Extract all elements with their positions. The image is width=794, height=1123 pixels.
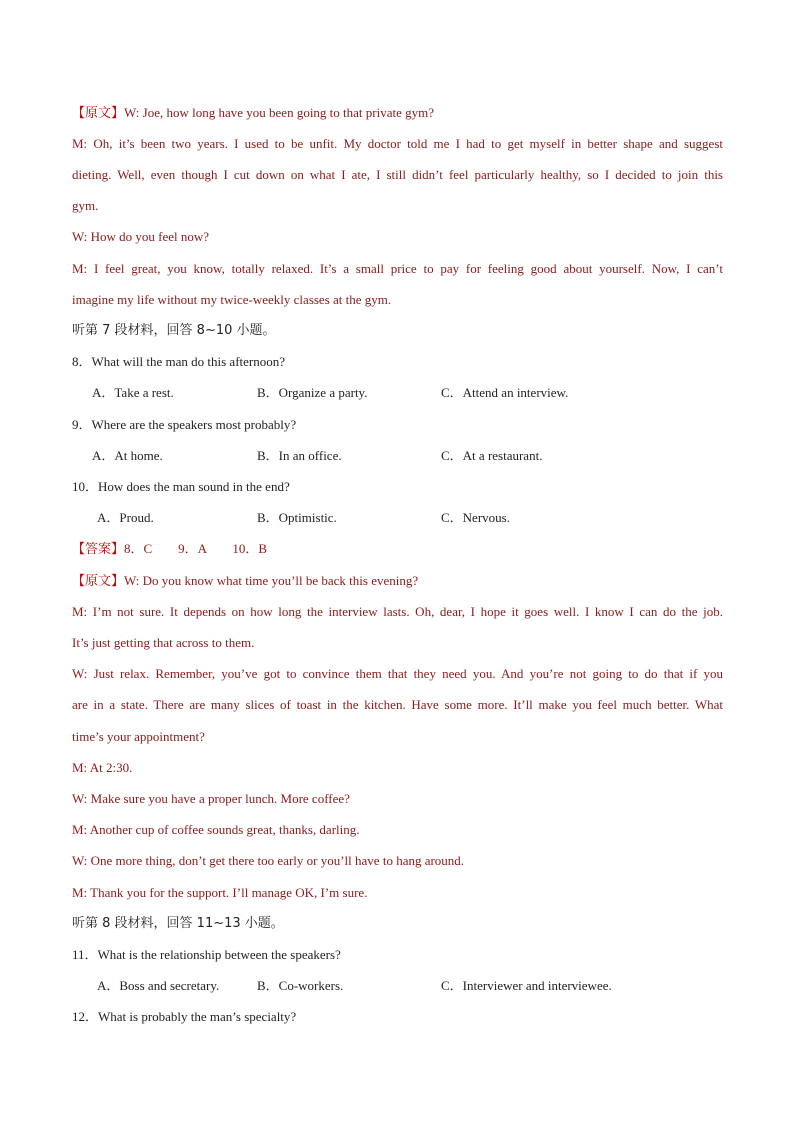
transcript-line: time’s your appointment? <box>72 729 205 744</box>
option-b: B．In an office. <box>257 448 342 463</box>
section-heading: 听第 8 段材料，回答 11~13 小题。 <box>72 916 284 931</box>
option-a: A．Boss and secretary. <box>97 978 220 993</box>
transcript-line: gym. <box>72 198 99 213</box>
transcript-line: 【原文】W: Joe, how long have you been going to that private gym? <box>72 105 435 121</box>
transcript-tag: 【原文】 <box>72 106 125 121</box>
question-stem: 10．How does the man sound in the end? <box>72 479 290 494</box>
option-c: C．Nervous. <box>441 510 510 525</box>
transcript-line: W: Just relax. Remember, you’ve got to convince them that they need you. And you’re not going to do that if you <box>72 666 723 681</box>
transcript-line: M: I’m not sure. It depends on how long the interview lasts. Oh, dear, I hope it goes well. I know I can do the job. <box>72 604 723 619</box>
transcript-line: are in a state. There are many slices of toast in the kitchen. Have some more. It’ll make you feel much better. What <box>72 697 723 712</box>
transcript-tag: 【原文】 <box>72 574 125 589</box>
transcript-line: M: I feel great, you know, totally relaxed. It’s a small price to pay for feeling good about yourself. Now, I can’t <box>72 261 723 276</box>
answer-line <box>72 541 723 558</box>
answer-text: 8．C 9．A 10．B <box>124 541 268 556</box>
transcript-line: imagine my life without my twice-weekly classes at the gym. <box>72 292 392 307</box>
transcript-line: It’s just getting that across to them. <box>72 635 255 650</box>
transcript-line: 【原文】W: Do you know what time you’ll be back this evening? <box>72 573 419 589</box>
transcript-line: M: At 2:30. <box>72 760 133 775</box>
answer-tag: 【答案】 <box>72 542 125 557</box>
transcript-line: M: Thank you for the support. I’ll manage OK, I’m sure. <box>72 885 368 900</box>
transcript-line: W: One more thing, don’t get there too early or you’ll have to hang around. <box>72 853 465 868</box>
option-b: B．Optimistic. <box>257 510 337 525</box>
option-a: A．Proud. <box>97 510 154 525</box>
question-stem: 8．What will the man do this afternoon? <box>72 354 286 369</box>
option-c: C．Attend an interview. <box>441 385 569 400</box>
option-c: C．At a restaurant. <box>441 448 543 463</box>
question-stem: 11．What is the relationship between the speakers? <box>72 947 341 962</box>
transcript-line: W: Make sure you have a proper lunch. More coffee? <box>72 791 350 806</box>
question-stem: 9．Where are the speakers most probably? <box>72 417 297 432</box>
option-b: B．Organize a party. <box>257 385 368 400</box>
transcript-line: M: Oh, it’s been two years. I used to be unfit. My doctor told me I had to get myself in better shape and suggest <box>72 136 723 151</box>
transcript-line: W: How do you feel now? <box>72 229 210 244</box>
option-b: B．Co-workers. <box>257 978 344 993</box>
option-a: A．Take a rest. <box>92 385 174 400</box>
question-stem: 12．What is probably the man’s specialty? <box>72 1009 297 1024</box>
section-heading: 听第 7 段材料，回答 8~10 小题。 <box>72 323 276 338</box>
transcript-line: M: Another cup of coffee sounds great, thanks, darling. <box>72 822 360 837</box>
option-a: A．At home. <box>92 448 163 463</box>
option-c: C．Interviewer and interviewee. <box>441 978 612 993</box>
transcript-line: dieting. Well, even though I cut down on what I ate, I still didn’t feel particularly healthy, so I decided to join this <box>72 167 723 182</box>
